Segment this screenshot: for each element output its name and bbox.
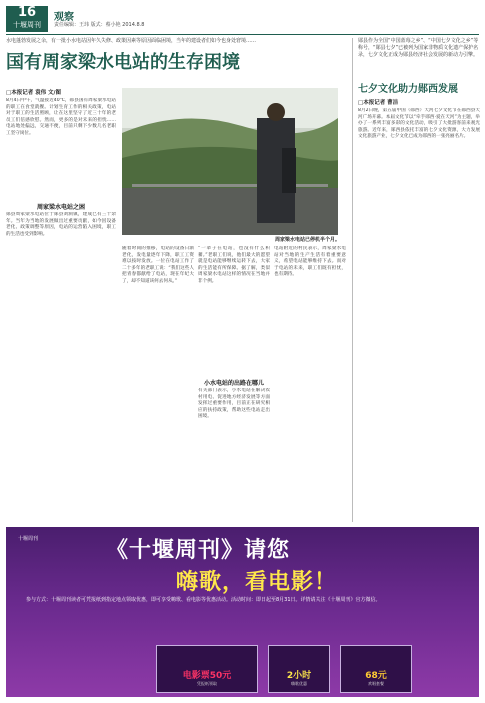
ad-karaoke-offer[interactable]	[268, 645, 330, 693]
ad-movie-title: 电影票50元	[182, 671, 232, 681]
column-1-text-2: 郧县周家梁水电站位于郧县刘洞镇，建成已有三十余年。当年为当地的发展做出过重要贡献，如今因设备老化、政策调整等原因，电站的运营陷入困境，职工的生活也受到影响。	[6, 212, 116, 237]
page-number-badge	[6, 6, 48, 32]
section-name: 十堰周刊	[13, 21, 41, 29]
column-1-subhead: 周家梁水电站之困	[36, 204, 85, 211]
ad-brand: 十堰周刊	[18, 536, 39, 542]
hydropower-station-photo	[122, 88, 338, 235]
ad-karaoke-sub: 嗨歌优惠	[291, 681, 307, 686]
header-divider	[6, 34, 479, 35]
column-divider	[352, 38, 353, 522]
ad-info-text: 参与方式：十堰周刊读者可凭报纸到指定地点领取优惠，即可享受嗨歌、看电影等优惠活动。活动时间：即日起至8月31日。详情请关注《十堰周刊》官方微信。	[26, 597, 381, 603]
side-article-lede: 郧县作为全国“中国蓝莓之乡”、“中国七夕文化之乡”等称号，“郧县七夕”已被列为国家非物质文化遗产保护名录，七夕文化正成为郧县经济社会发展的新动力引擎。	[358, 38, 479, 58]
ad-headline-1: 《十堰周刊》请您	[106, 538, 291, 563]
article-byline: □本报记者 袁伟 文/图	[6, 90, 62, 96]
article-headline: 国有周家梁水电站的生存困境	[6, 52, 240, 73]
article-lede: 水电蓬勃发展之余，有一批小水电站因年久失修、政策因素等原因面临困境，当年的建设者们如今也身处窘境……	[6, 38, 257, 44]
page-meta: 责任编辑：王玮 版式：蔡小艳 2014.8.8	[54, 22, 145, 28]
column-2-text: 随着时间的推移，电站的设备日渐老化，发电量逐年下降，职工工资难以按时发放。一位在电站工作了二十多年的老职工说：“我们这些人把青春都献给了电站，现在年纪大了，却不知道该何去何从。”	[122, 246, 194, 284]
side-article-headline: 七夕文化助力郧西发展	[358, 84, 458, 95]
article-photo	[122, 88, 338, 235]
ad-headline-2: 嗨歌，看电影！	[176, 570, 338, 595]
column-3-text-2: 有关部门表示，小水电站在解决农村用电、促进地方经济发展等方面发挥过重要作用，目前正在研究相应的扶持政策，帮助这些电站走出困境。	[198, 388, 270, 420]
column-1-text: 8月4日中午，气温接近40℃，郧县国有周家梁水电站的职工在食堂就餐。计划生育工作的相关政策，电站对于职工的生活照顾，让在这里坚守了近三十年的老员工们倍感欣慰。然而，更多的是对未来的担忧……电站地处偏远，交通不便，目前只剩下少数几名老职工坚守岗位。	[6, 98, 116, 136]
column-3-text: “一辈子在电站，也没有什么积蓄。”老职工们说，他们最大的愿望就是电站能够继续运转下去，大家的生活能有所保障。据了解，类似周家梁水电站这样的情况在当地并非个例。	[198, 246, 270, 284]
ad-movie-sub: 凭报纸领取	[197, 681, 217, 686]
ad-package-sub: 欢唱套餐	[368, 681, 384, 686]
column-4-text: 电站附近的村民表示，周家梁水电站对当地的生产生活有着重要意义，希望电站能够维持下去。而对于电站的未来，职工们既有担忧，也有期待。	[274, 246, 346, 278]
photo-caption: 周家梁水电站已停机半个月。	[274, 237, 340, 243]
page-section-title: 观察	[54, 12, 74, 23]
side-article-byline: □本报记者 曹洁	[358, 100, 399, 106]
ad-package-offer[interactable]	[340, 645, 412, 693]
advertisement-banner[interactable]	[6, 527, 479, 697]
ad-movie-offer[interactable]	[156, 645, 258, 693]
column-3-subhead: 小水电站的出路在哪儿	[203, 380, 264, 387]
ad-karaoke-title: 2小时	[286, 671, 312, 681]
ad-package-title: 68元	[365, 671, 387, 681]
page-number: 16	[17, 5, 37, 20]
side-article-text: 8月2日晚，第五届中国（郧西）天河七夕文化节在郧西县天河广场开幕。本届文化节以“牵手郧西·爱在天河”为主题，举办了一系列丰富多彩的文化活动，吸引了大批游客前来观光旅游。近年来，郧西县依托丰富的七夕文化资源，大力发展文化旅游产业，七夕文化已成为郧西的一张亮丽名片。	[358, 108, 480, 140]
